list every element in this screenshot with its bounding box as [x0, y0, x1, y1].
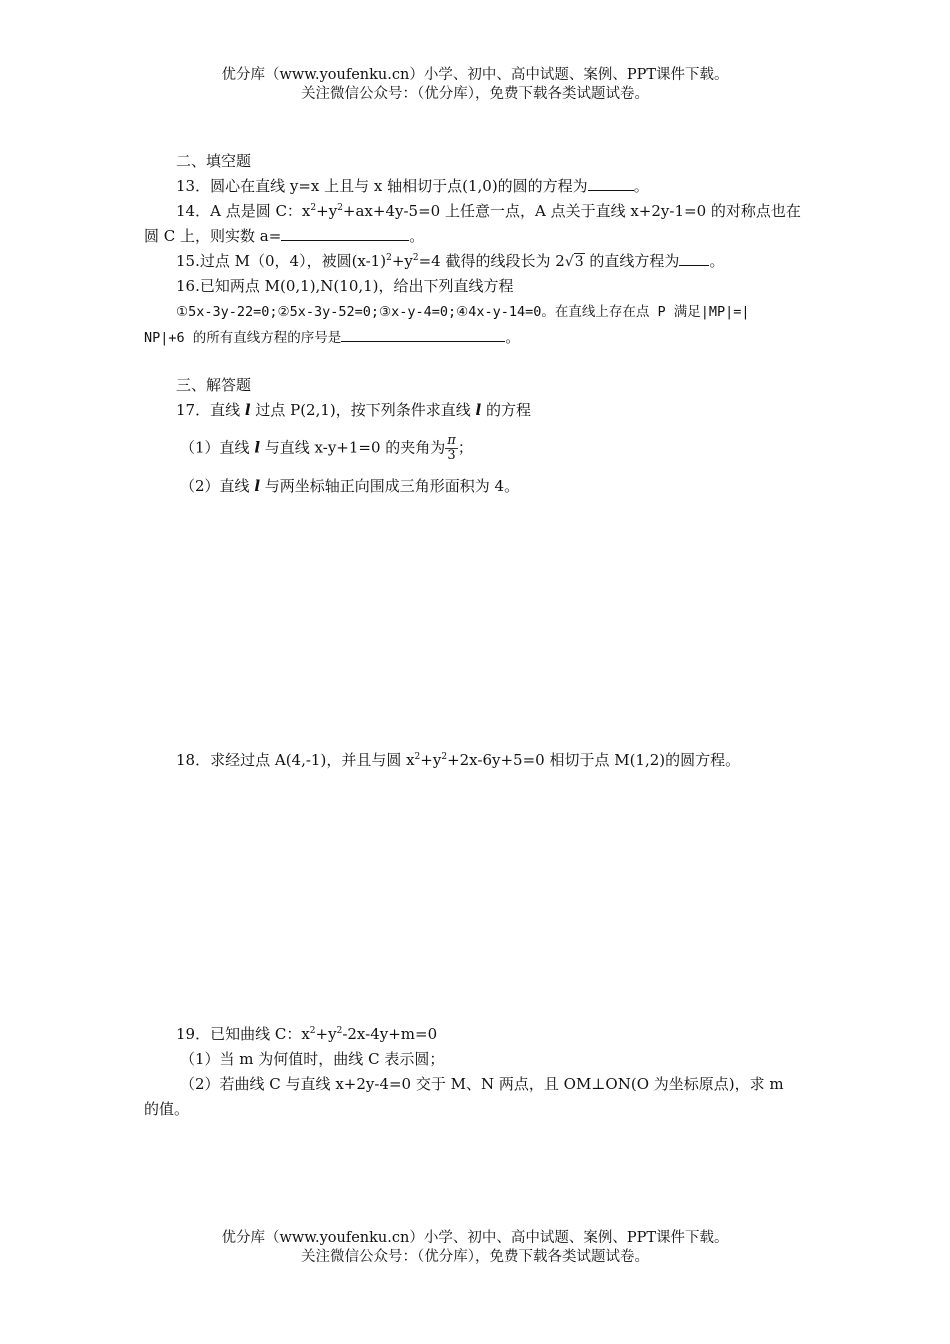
- q18-part-c: +2x-6y+5=0 相切于点 M(1,2)的圆方程。: [447, 751, 741, 769]
- q16-tail: 。: [505, 328, 521, 346]
- fraction-denominator: 3: [447, 448, 456, 463]
- q14-tail: 。: [409, 227, 425, 245]
- q14-answer-blank: [281, 226, 409, 241]
- q19-part-a: 19．已知曲线 C：x: [176, 1025, 310, 1043]
- question-19: [176, 1024, 808, 1044]
- q14-sup-2: 2: [337, 203, 343, 213]
- q14-line2-text: 圆 C 上，则实数 a=: [144, 227, 282, 245]
- q19-part-c: -2x-4y+m=0: [342, 1025, 438, 1043]
- question-14-line-2: [144, 226, 808, 246]
- q18-sup-1: 2: [414, 752, 421, 762]
- q19-sup-2: 2: [336, 1026, 343, 1036]
- page-header: [0, 66, 950, 104]
- q17-part-b: 过点 P(2,1)，按下列条件求直线: [250, 401, 476, 419]
- question-14-line-1: [176, 201, 808, 221]
- q17-var-l-2: l: [475, 401, 482, 419]
- q13-text: 13．圆心在直线 y=x 上且与 x 轴相切于点(1,0)的圆的方程为: [176, 177, 588, 195]
- question-15: [176, 251, 808, 272]
- q17-p1-tail: ；: [457, 438, 473, 457]
- section-fill-in-title: 二、填空题: [176, 152, 252, 170]
- q16-answer-blank: [341, 327, 505, 342]
- q15-sup-1: 2: [386, 253, 392, 263]
- fraction-pi-over-3: [445, 434, 458, 463]
- section-answer-title: 三、解答题: [176, 376, 252, 394]
- q18-sup-2: 2: [441, 752, 448, 762]
- q16-line3-text: NP|+6 的所有直线方程的序号是: [144, 330, 342, 346]
- question-16-line-1: 16.已知两点 M(0,1),N(10,1)，给出下列直线方程: [176, 277, 514, 295]
- q17-part-c: 的方程: [481, 401, 532, 419]
- question-18: [176, 750, 808, 770]
- fraction-numerator: π: [447, 433, 456, 448]
- q15-part-a: 15.过点 M（0，4），被圆(x-1): [176, 252, 387, 270]
- q19-part-2: （2）若曲线 C 与直线 x+2y-4=0 交于 M、N 两点，且 OM⊥ON(O 为坐标原点)，求 m: [180, 1075, 784, 1093]
- q17-part-2: [180, 476, 844, 496]
- q18-part-a: 18．求经过点 A(4,-1)，并且与圆 x: [176, 751, 415, 769]
- question-16-line-2: ①5x-3y-22=0;②5x-3y-52=0;③x-y-4=0;④4x-y-14=0。在直线上存在点 P 满足|MP|=|: [176, 304, 750, 320]
- q17-p2-b: 与两坐标轴正向围成三角形面积为 4。: [260, 477, 520, 495]
- q19-part-1: （1）当 m 为何值时，曲线 C 表示圆；: [180, 1050, 445, 1068]
- q15-tail: 。: [709, 252, 725, 270]
- q15-part-b: +y: [391, 252, 413, 270]
- footer-line-2: 关注微信公众号：（优分库），免费下载各类试题试卷。: [301, 1249, 649, 1265]
- footer-line-1: 优分库（www.youfenku.cn）小学、初中、高中试题、案例、PPT课件下载。: [221, 1230, 729, 1246]
- question-13: [176, 176, 808, 196]
- q19-part-b: +y: [315, 1025, 337, 1043]
- q17-var-l-1: l: [244, 401, 251, 419]
- q17-var-l-4: l: [254, 477, 261, 495]
- q17-p1-a: （1）直线: [180, 438, 255, 457]
- header-line-1: 优分库（www.youfenku.cn）小学、初中、高中试题、案例、PPT课件下载。: [221, 67, 729, 83]
- q15-part-c: =4 截得的线段长为 2: [418, 252, 565, 270]
- q17-p1-b: 与直线 x-y+1=0 的夹角为: [260, 438, 446, 457]
- q17-var-l-3: l: [254, 438, 261, 457]
- question-16-line-3: [144, 327, 808, 348]
- sqrt-radicand: 3: [574, 254, 584, 270]
- q14-part-b: +y: [316, 202, 338, 220]
- q18-part-b: +y: [420, 751, 442, 769]
- q17-part-a: 17．直线: [176, 401, 245, 419]
- header-line-2: 关注微信公众号：（优分库），免费下载各类试题试卷。: [301, 86, 649, 102]
- q19-part-2-cont: 的值。: [144, 1100, 190, 1118]
- q14-part-a: 14．A 点是圆 C：x: [176, 202, 311, 220]
- q13-answer-blank: [588, 176, 634, 191]
- q14-part-c: +ax+4y-5=0 上任意一点，A 点关于直线 x+2y-1=0 的对称点也在: [342, 202, 801, 220]
- q14-sup-1: 2: [310, 203, 317, 213]
- q15-answer-blank: [679, 251, 709, 266]
- q17-part-1: [180, 434, 844, 463]
- question-17: [176, 400, 808, 420]
- q15-part-d: 的直线方程为: [584, 252, 680, 270]
- q17-p2-a: （2）直线: [180, 477, 255, 495]
- q19-sup-1: 2: [309, 1026, 316, 1036]
- page-footer: [0, 1229, 950, 1267]
- q15-sup-2: 2: [412, 253, 419, 263]
- sqrt-expression: √3: [564, 254, 584, 270]
- q13-tail: 。: [633, 177, 649, 195]
